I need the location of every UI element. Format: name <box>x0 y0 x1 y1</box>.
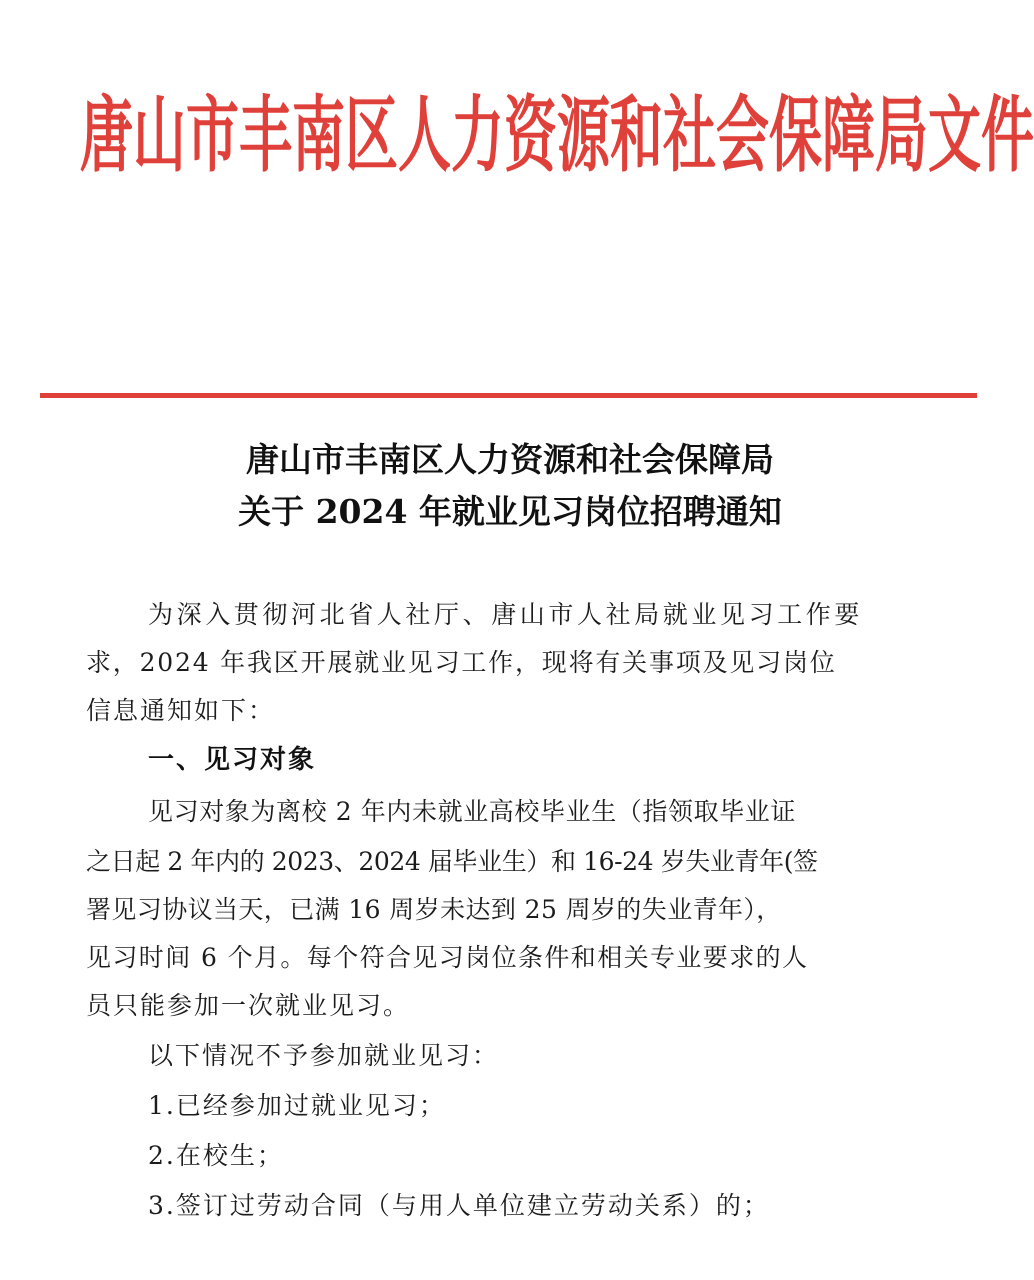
masthead-character: 保 <box>769 88 822 184</box>
masthead-character: 社 <box>663 88 716 184</box>
masthead-character: 资 <box>504 88 557 184</box>
document-title-line-2: 关于 2024 年就业见习岗位招聘通知 <box>238 492 782 531</box>
masthead-character: 唐 <box>80 88 133 184</box>
masthead-character: 文 <box>928 88 981 184</box>
masthead-character: 区 <box>345 88 398 184</box>
masthead-character: 障 <box>822 88 875 184</box>
body-line: 见习对象为离校 2 年内未就业高校毕业生（指领取毕业证 <box>148 797 797 826</box>
masthead-character: 源 <box>557 88 610 184</box>
body-line: 见习时间 6 个月。每个符合见习岗位条件和相关专业要求的人 <box>86 943 809 972</box>
document-title-line-1: 唐山市丰南区人力资源和社会保障局 <box>246 440 774 479</box>
masthead-red-rule <box>40 393 977 398</box>
masthead-character: 和 <box>610 88 663 184</box>
body-line: 之日起 2 年内的 2023、2024 届毕业生）和 16-24 岁失业青年(签 <box>86 847 818 876</box>
body-line: 求，2024 年我区开展就业见习工作，现将有关事项及见习岗位 <box>86 648 837 677</box>
masthead-character: 局 <box>875 88 928 184</box>
body-line: 信息通知如下： <box>86 696 276 725</box>
masthead-character: 市 <box>186 88 239 184</box>
document-masthead <box>80 62 1034 212</box>
section-heading: 一、见习对象 <box>148 745 317 775</box>
masthead-character: 丰 <box>239 88 292 184</box>
masthead-character: 力 <box>451 88 504 184</box>
list-item: 2.在校生； <box>148 1141 284 1170</box>
masthead-character: 山 <box>133 88 186 184</box>
body-line: 为深入贯彻河北省人社厅、唐山市人社局就业见习工作要 <box>148 600 864 629</box>
masthead-character: 件 <box>981 88 1034 184</box>
masthead-character: 人 <box>398 88 451 184</box>
masthead-character: 会 <box>716 88 769 184</box>
list-item: 1.已经参加过就业见习； <box>148 1091 446 1120</box>
body-line: 署见习协议当天，已满 16 周岁未达到 25 周岁的失业青年）， <box>86 895 782 924</box>
body-line: 以下情况不予参加就业见习： <box>148 1041 500 1070</box>
body-line: 员只能参加一次就业见习。 <box>86 991 411 1020</box>
list-item: 3.签订过劳动合同（与用人单位建立劳动关系）的； <box>148 1191 770 1220</box>
masthead-character: 南 <box>292 88 345 184</box>
